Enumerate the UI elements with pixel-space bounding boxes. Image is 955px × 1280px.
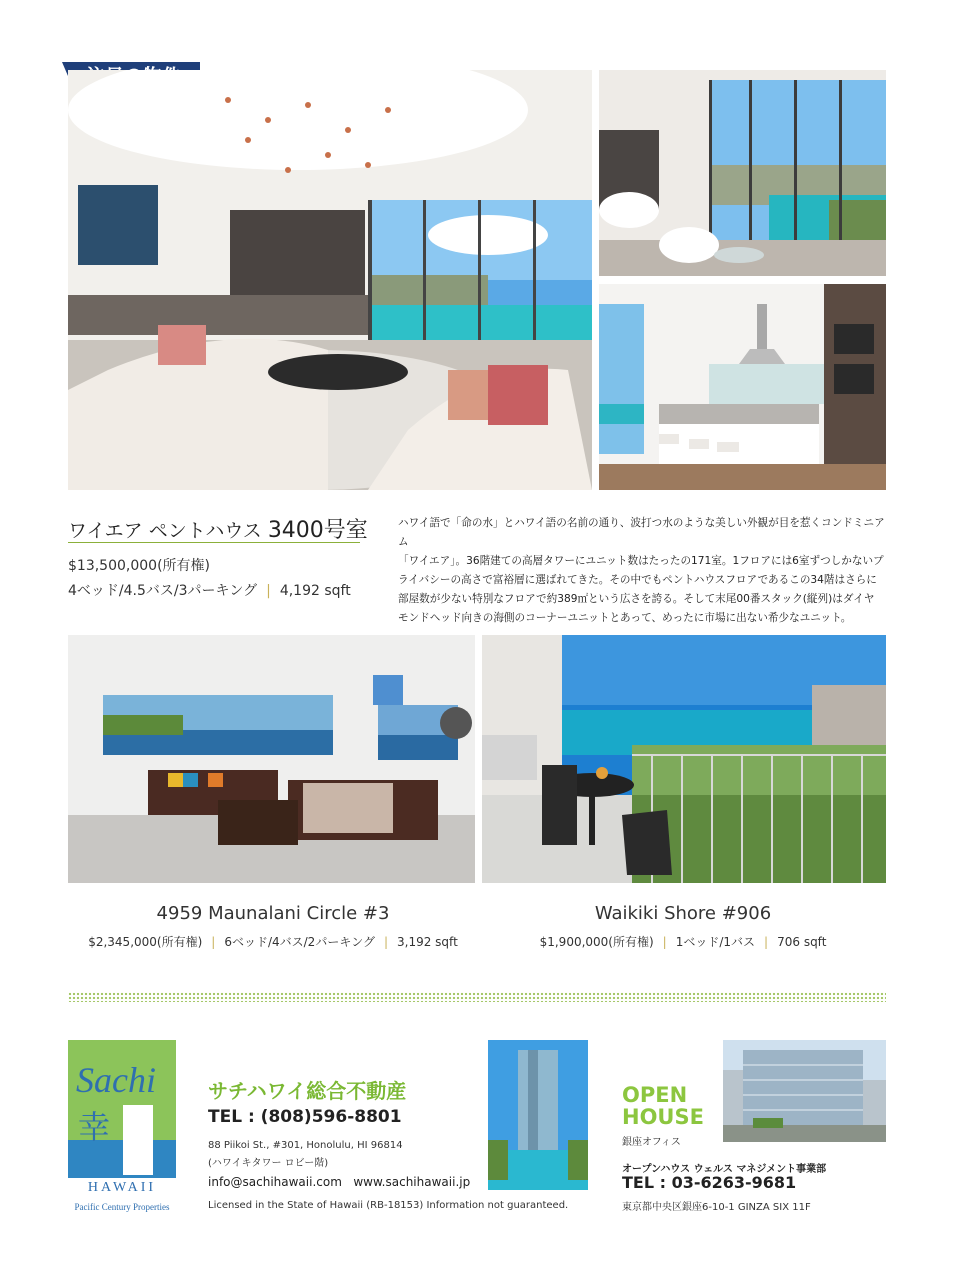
featured-description: ハワイ語で「命の水」とハワイ語の名前の通り、波打つ水のような美しい外観が目を惹くコンドミニアム 「ワイエア」。36階建ての高層タワーにユニット数はたったの171室。1フロアには6室ずつしかないプ ライバシーの高さで富裕層に選ばれてきた。その中でもペントハウスフロアであるこの34階はさらに 部屋数が少ない特別なフロアで約389㎡という広さを誇る。そして末尾00番スタック(縦列)はダイヤ モンドヘッド向きの海側のコーナーユニットとあって、めったに市場に出ない希少なユニット。	[398, 517, 885, 624]
company-contact	[208, 1175, 470, 1189]
waikiki-shore-lanai-photo	[482, 635, 886, 883]
title-underline	[68, 542, 360, 543]
ginza-building-photo	[723, 1040, 886, 1142]
company-address: 88 Piikoi St., #301, Honolulu, HI 96814 (ハワイキタワー ロビー階)	[208, 1140, 403, 1169]
listing-details-maunalani: $2,345,000(所有権) | 6ベッド/4バス/2パーキング | 3,192 sqft	[88, 935, 458, 949]
listing-title-waikiki: Waikiki Shore #906	[594, 903, 772, 924]
company-name: サチハワイ総合不動産	[208, 1079, 407, 1103]
email-link[interactable]: info@sachihawaii.com	[208, 1175, 342, 1189]
living-room-photo	[68, 70, 592, 490]
logo-tagline: Pacific Century Properties	[74, 1202, 170, 1212]
open-house-address: 東京都中央区銀座6-10-1 GINZA SIX 11F	[622, 1202, 811, 1213]
open-house-management: オープンハウス ウェルス マネジメント事業部	[622, 1164, 827, 1175]
company-phone[interactable]: TEL : (808)596-8801	[208, 1107, 402, 1127]
featured-price: $13,500,000(所有権)	[68, 558, 210, 574]
dotted-divider	[68, 992, 886, 1002]
logo-hawaii: HAWAII	[87, 1180, 157, 1195]
website-link[interactable]: www.sachihawaii.jp	[353, 1175, 471, 1189]
logo-kanji: 幸	[78, 1109, 111, 1145]
logo-script: Sachi	[76, 1060, 156, 1100]
sachi-hawaii-logo	[68, 1040, 176, 1214]
featured-specs: 4ベッド/4.5バス/3パーキング | 4,192 sqft	[68, 583, 351, 599]
ocean-view-photo	[599, 70, 886, 276]
kitchen-photo	[599, 284, 886, 490]
license-note: Licensed in the State of Hawaii (RB-18153) Information not guaranteed.	[208, 1200, 569, 1211]
featured-title: ワイエア ペントハウス 3400号室	[68, 518, 368, 543]
listing-details-waikiki: $1,900,000(所有権) | 1ベッド/1バス | 706 sqft	[539, 935, 827, 949]
open-house-phone[interactable]: TEL : 03-6263-9681	[622, 1173, 797, 1192]
maunalani-living-photo	[68, 635, 475, 883]
ginza-office-label: 銀座オフィス	[622, 1137, 681, 1148]
listing-title-maunalani: 4959 Maunalani Circle #3	[156, 903, 390, 924]
open-house-logo: OPEN HOUSE	[622, 1083, 704, 1129]
tower-photo	[488, 1040, 588, 1190]
